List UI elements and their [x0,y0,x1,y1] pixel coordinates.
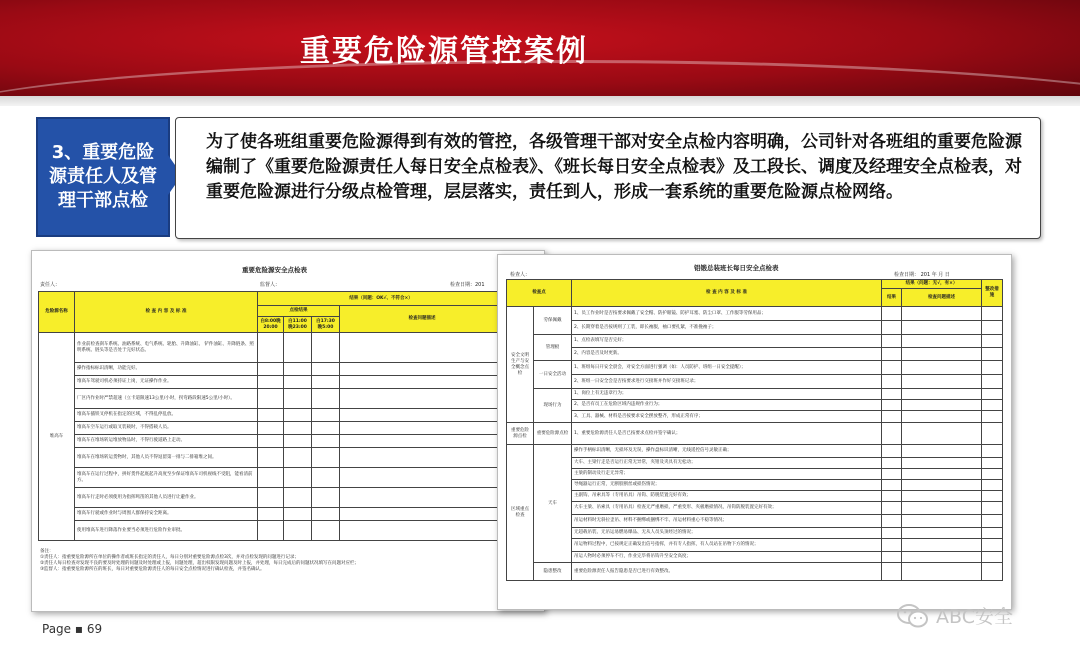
sheet2-title: 铝锻总装班长每日安全点检表 [694,264,779,272]
sheet1-source-name: 堆高车 [39,333,75,541]
sheet2-group3-sub: 天车 [534,445,572,563]
watermark [896,602,1013,629]
table-row-item: 堆高车驾驶司机必须持证上岗，无证操作作业。 [75,376,258,389]
table-row-item: 1、岗位上有无违章行为； [572,389,882,400]
sheet1-table [38,291,505,541]
sheet2-group2: 重要危险源点检 [507,423,534,445]
inspection-sheet-hazard [31,250,545,612]
sheet1-title: 重要危险源安全点检表 [242,266,307,274]
sheet2-col-rectify: 整改措施 [982,280,1003,307]
table-row-item: 2、长期穿着是否按规则了工装，即长袖服，袖口要扎紧，不准挽袖子； [572,321,882,335]
sheet1-col-result-sub: 点检结果 [258,306,340,317]
sheet1-col-content: 检 查 内 容 及 标 准 [75,292,258,333]
sheet1-responsible: 责任人： [40,282,61,288]
table-row-item: 吊运物料过程中，已按规定正确发出信号指挥，并有专人指挥，有人员站在吊物下方的情况； [572,539,882,552]
table-row-item: 主副钩、吊索具等（专用吊具）吊钩、防脱装置完好有效； [572,491,882,502]
sheet1-col-time-3: 白17:30晚5:00 [312,317,340,333]
note-line: ②责任人每日检查对发现不良的要及时处理的问题及时处理或上报，问题处理，超出权限发现问题及时上报，并处理，每日完成后的问题状况填写在问题对应栏； [40,561,360,566]
page-number: Page ▪ 69 [42,622,103,636]
table-row-item: 1、班组每日开安全晨会，对安全方面进行强调（如：人员防护、班组一日安全提醒）； [572,361,882,375]
note-line: ③监督人：指重要危险源所在的班长，每日对重要危险源责任人的每日安全点检情况进行确认检查，并签名确认。 [40,567,265,572]
table-row-item: 厂区内作业时严禁超速（立卡道限速13公里/小时，拐弯路段限速5公里/小时）。 [75,389,258,409]
sheet2-group1: 安全文明生产与安全概念点检 [507,307,534,423]
sheet2-group1-sub: 管理板 [534,335,572,361]
description-text: 为了使各班组重要危险源得到有效的管控，各级管理干部对安全点检内容明确，公司针对各班组的重要危险源编制了《重要危险源责任人每日安全点检表》、《班长每日安全点检表》及工段长、调度及经理安全点检表，对重要危险源进行分级点检管理，层层落实，责任到人，形成一套系统的重要危险源点检网络。 [206,132,1022,202]
sheet2-col-result-a: 结果 [882,289,902,307]
table-row-item: 重要危险源责任人报告隐患是否已进行有效整改。 [572,563,882,581]
section-tab-label: 3、重要危险源责任人及管理干部点检 [49,142,157,211]
sheet2-group2-sub: 重要危险源点检 [534,423,572,445]
sheet1-notes [40,549,530,573]
section-tab [36,117,170,237]
sheet1-inspector: 监督人： [260,282,281,288]
table-row-item: 2、内容是否及时更新。 [572,348,882,361]
table-row-item: 堆高车在堆场转运货物时，其他人员不得逗留第一排与二排箱堆之间。 [75,448,258,468]
table-row-item: 无超载吊装、无吊运易燃易爆品、无从人员头顶经过的情况； [572,528,882,539]
sheet2-group1-sub: 一日安全活动 [534,361,572,389]
table-row-item: 使用堆高车进行降落作业要当必须进行危险作业审批。 [75,521,258,541]
sheet1-date: 检查日期：201 [450,282,485,288]
table-row-item: 堆高车行走时必须使用为指挥鸣笛的其他人员进行让避作业。 [75,488,258,508]
table-row-item: 2、班组一日安全会是否按要求进行交接班并作好交接班记录； [572,375,882,389]
sheet2-col-issue: 检查问题描述 [902,289,982,307]
sheet1-col-issue: 检查问题描述 [340,306,505,333]
table-row-item: 大车、主梁行走是否运行正常无异常，夹钳及夹具有无松动； [572,458,882,469]
sheet1-col-source: 危险源名称 [39,292,75,333]
watermark-text: ABC安全 [936,606,1013,628]
table-row-item: 堆高车插铁叉停机在指定的区域，不得乱停乱放。 [75,409,258,422]
table-row-item: 堆高车行驶或作业时与周围人群保持安全距离。 [75,508,258,521]
inspection-sheet-foreman [497,254,1012,610]
sheet2-group3: 区域重点检查 [507,445,534,581]
sheet2-col-content: 检 查 内 容 及 标 准 [572,280,882,307]
sheet2-table [506,279,1003,581]
description-box [175,117,1041,239]
table-row-item: 堆高车空车运行或取叉装载时，不得搭载人员。 [75,422,258,435]
table-row-item: 堆高车在运行过程中，拼好货件起底起升高度至少保证堆高车司机视线不受阻，能看清前方。 [75,468,258,488]
table-row-item: 导绳器运行正常，无断股断丝或损伤情况； [572,480,882,491]
sheet2-group4-sub: 隐患整改 [534,563,572,581]
table-row-item: 吊运人物时必须停车不行，作业完毕将吊钩升至安全高度； [572,552,882,563]
table-row-item: 1、点检表填写是否完好； [572,335,882,348]
note-line: 备注： [40,549,54,554]
header-banner [0,0,1080,98]
sheet1-col-time-1: 白8:00晚20:00 [258,317,284,333]
table-row-item: 操作手柄标识清晰，无损坏及无误，操作盘标识清晰，无线遥控信号灵敏正确； [572,445,882,458]
table-row-item: 大车主梁、吊索具（专用吊具）检查无严重磨损，严重变形、夹板磨损情况，吊钩防脱装置完好有效； [572,502,882,515]
page-title: 重要危险源管控案例 [300,34,588,69]
table-row-item: 吊运材料时无斜拉歪吊、材料不捆绑或捆绑不牢、吊运材料重心不稳等情况； [572,515,882,528]
sheet2-group1-sub: 劳保佩戴 [534,307,572,335]
table-row-item: 操作指标标识清晰，功能完好。 [75,363,258,376]
table-row-item: 1、员工作业时是否按要求佩戴了安全帽、防护眼镜、防护耳塞、防尘口罩、工作服等劳保用品； [572,307,882,321]
note-line: ①责任人：指重要危险源所在单位的操作者或班长指定的责任人，每日分别对重要危险源点检3次，并对点检发现的问题进行记录； [40,555,299,560]
table-row-item: 主梁的制动及行走无异常； [572,469,882,480]
sheet2-group1-sub: 现场行为 [534,389,572,423]
sheet2-col-item: 检查点 [507,280,572,307]
table-row-item: 2、是否有员工在危险区域内违规作业行为； [572,400,882,411]
sheet2-date: 检查日期： 201 年 月 日 [894,272,950,278]
sheet2-col-result: 结果（问题：无√，有×） [882,280,982,289]
table-row-item: 1、重要危险源责任人是否已按要求点检并签字确认； [572,423,882,445]
sheet2-inspector: 检查人： [510,272,531,278]
table-row-item: 3、工具、器械、材料是否按要求安全摆放整齐，形成正常有序； [572,411,882,423]
wechat-icon [896,603,930,629]
table-row-item: 堆高车在堆场转运堆放物品时，不得行驶道路上走动。 [75,435,258,448]
sheet1-col-result: 结果（问题：OK√、不符合×） [258,292,505,306]
grey-divider [0,96,1080,106]
table-row-item: 作业前检查刹车系统、油路系统、电气系统、轮胎、升降油缸、 铲件油缸、升降链条、照明系统、链头等是否处于完好状态。 [75,333,258,363]
sheet1-col-time-2: 白11:00晚23:00 [284,317,312,333]
